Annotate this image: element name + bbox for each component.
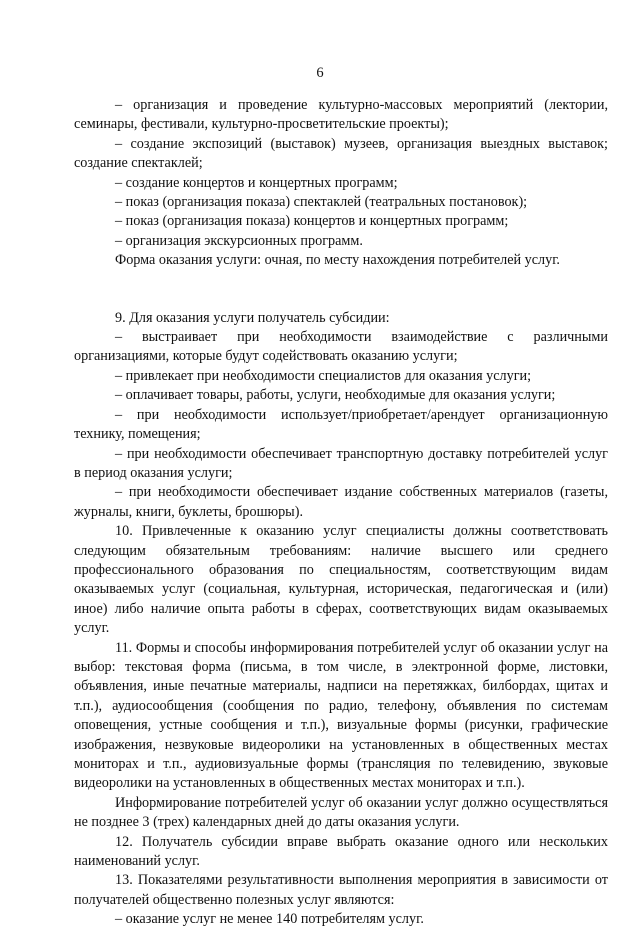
list-item: – при необходимости обеспечивает транспортную доставку потребителей услуг в период оказания услуги; [74,445,608,481]
list-item: – при необходимости использует/приобретает/арендует организационную технику, помещения; [74,406,608,443]
informing-deadline-paragraph: Информирование потребителей услуг об оказании услуг должно осуществляться не позднее 3 (трех) календарных дней до даты оказания услуги. [74,794,608,831]
service-form-paragraph: Форма оказания услуги: очная, по месту нахождения потребителей услуг. [115,252,560,269]
document-body [74,96,608,930]
section-13-paragraph: 13. Показателями результативности выполнения мероприятия в зависимости от получателей общественно полезных услуг являются: [74,872,608,908]
section-9-heading: 9. Для оказания услуги получатель субсидии: [115,309,390,326]
section-10-paragraph: 10. Привлеченные к оказанию услуг специалисты должны соответствовать следующим обязательным требованиям: наличие высшего или среднего профессионального образования по специальностям, соответствующим видам оказываемых услуг (социальная, культурная, историческая, педагогическая и (или) иное) либо наличие опыта работы в сферах, соответствующих видам оказываемых услуг. [74,523,608,637]
list-item: – организация и проведение культурно-массовых мероприятий (лектории, семинары, фестивали, культурно-просветительские проекты); [74,97,608,133]
list-item: – оплачивает товары, работы, услуги, необходимые для оказания услуги; [115,387,556,404]
list-item: – показ (организация показа) спектаклей (театральных постановок); [115,194,528,211]
list-item: – создание концертов и концертных программ; [115,174,398,191]
list-item: – выстраивает при необходимости взаимодействие с различными организациями, которые будут содействовать оказанию услуги; [74,329,608,365]
page-number: 6 [316,65,324,81]
list-item: – оказание услуг не менее 140 потребителям услуг. [115,911,424,928]
list-item: – при необходимости обеспечивает издание собственных материалов (газеты, журналы, книги, буклеты, брошюры). [74,484,608,520]
list-item: – показ (организация показа) концертов и концертных программ; [115,213,509,230]
section-11-paragraph: 11. Формы и способы информирования потребителей услуг об оказании услуг на выбор: текстовая форма (письма, в том числе, в электронной форме, листовки, объявления, иные печатные материалы, надписи на перетяжках, билбордах, щитах и т.п.), аудиосообщения (сообщения по радио, телефону, объявления по системам оповещения, устные сообщения и т.п.), визуальные формы (рисунки, графические изображения, незвуковые видеоролики на установленных в общественных местах мониторах и т.п., аудиовизуальные формы (трансляция по телевидению, звуковые видеоролики на установленных в общественных местах мониторах и т.п.). [74,639,608,792]
list-item: – создание экспозиций (выставок) музеев, организация выездных выставок; создание спектаклей; [74,135,608,172]
list-item: – организация экскурсионных программ. [115,232,363,249]
section-12-paragraph: 12. Получатель субсидии вправе выбрать оказание одного или нескольких наименований услуг. [74,833,608,870]
section-spacer [74,271,608,309]
list-item: – привлекает при необходимости специалистов для оказания услуги; [115,367,532,384]
